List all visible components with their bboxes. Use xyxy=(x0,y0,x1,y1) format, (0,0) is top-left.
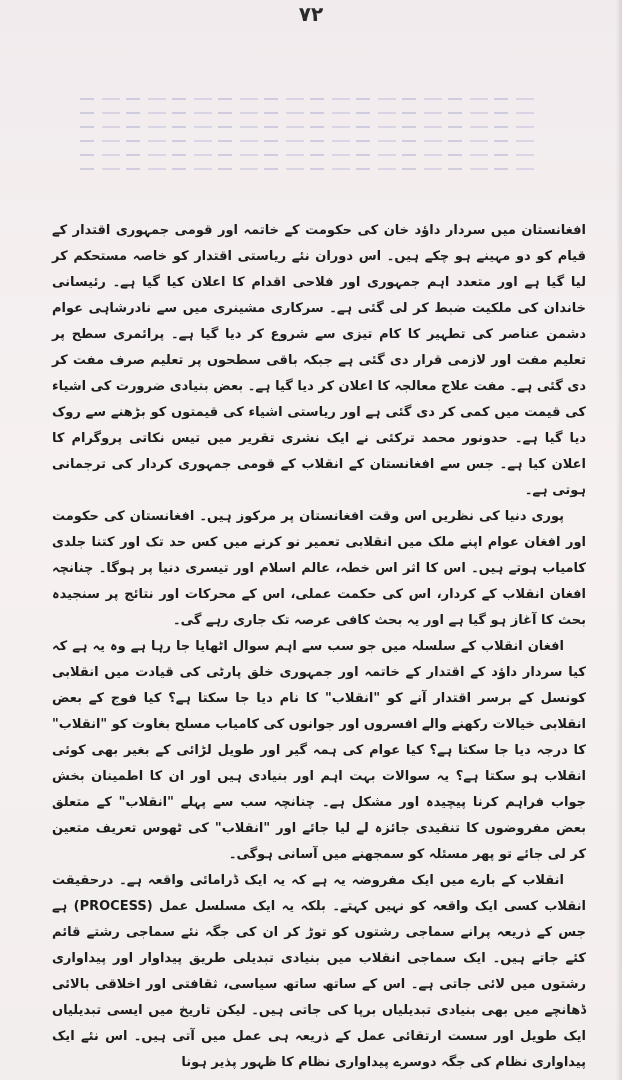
ghost-line xyxy=(80,140,540,142)
ghost-line xyxy=(80,126,540,128)
bleed-through-ghost-text xyxy=(80,86,540,196)
paragraph: انقلاب کے بارے میں ایک مفروضہ یہ ہے کہ یہ ایک ڈرامائی واقعہ ہے۔ درحقیقت انقلاب کسی ایک واقعہ کو نہیں کہتے۔ بلکہ یہ ایک مسلسل عمل (PROCESS) ہے جس کے ذریعہ پرانے سماجی رشتوں کو توڑ کر ان کی جگہ نئے سماجی رشتے قائم کئے جاتے ہیں۔ ایک سماجی انقلاب میں بنیادی تبدیلی طریق پیداوار اور پیداواری رشتوں میں لائی جاتی ہے۔ اس کے ساتھ ساتھ سیاسی، ثقافتی اور اخلاقی بالائی ڈھانچے میں بھی بنیادی تبدیلیاں برپا کی جاتی ہیں۔ لیکن تاریخ میں ایسی تبدیلیاں ایک طویل اور سست ارتقائی عمل کے ذریعہ ہی عمل میں آتی ہیں۔ اس نئے ایک پیداواری نظام کی جگہ دوسرے پیداواری نظام کا ظہور پذیر ہونا xyxy=(52,873,586,1070)
body-text xyxy=(52,218,586,1070)
ghost-line xyxy=(80,98,540,100)
ghost-line xyxy=(80,154,540,156)
ghost-line xyxy=(80,112,540,114)
paragraph: افغانستان میں سردار داؤد خان کی حکومت کے خاتمہ اور قومی جمہوری اقتدار کے قیام کو دو مہینے ہو چکے ہیں۔ اس دوران نئے ریاستی اقتدار کو خاصہ مستحکم کر لیا گیا ہے اور متعدد اہم جمہوری اور فلاحی اقدام کا اعلان کیا گیا ہے۔ رئیسانی خاندان کی ملکیت ضبط کر لی گئی ہے۔ سرکاری مشینری میں سے نادرشاہی عوام دشمن عناصر کی تطہیر کا کام تیزی سے شروع کر دیا گیا ہے۔ پرائمری سطح پر تعلیم مفت اور لازمی قرار دی گئی ہے جبکہ باقی سطحوں پر تعلیم صرف مفت کر دی گئی ہے۔ مفت علاج معالجہ کا اعلان کر دیا گیا ہے۔ بعض بنیادی ضرورت کی اشیاء کی قیمت میں کمی کر دی گئی ہے اور ریاستی اشیاء کی قیمتوں کو بڑھنے سے روک دیا گیا ہے۔ حدونور محمد ترکئی نے ایک نشری تقریر میں تیس نکاتی پروگرام کا اعلان کیا ہے۔ جس سے افغانستان کے انقلاب کے قومی جمہوری کردار کی ترجمانی ہوتی ہے۔ xyxy=(52,223,586,498)
paragraph: افغان انقلاب کے سلسلہ میں جو سب سے اہم سوال اٹھایا جا رہا ہے وہ یہ ہے کہ کیا سردار داؤد کے اقتدار کے خاتمہ اور جمہوری خلق پارٹی کی قیادت میں انقلابی کونسل کے برسر اقتدار آنے کو "انقلاب" کا نام دیا جا سکتا ہے؟ کیا فوج کے بعض انقلابی خیالات رکھنے والے افسروں اور جوانوں کی کامیاب مسلح بغاوت کو "انقلاب" کا درجہ دیا جا سکتا ہے؟ کیا عوام کی ہمہ گیر اور طویل لڑائی کے بغیر بھی کوئی انقلاب ہو سکتا ہے؟ یہ سوالات بہت اہم اور بنیادی ہیں اور ان کا اطمینان بخش جواب فراہم کرنا پیچیدہ اور مشکل ہے۔ چنانچہ سب سے پہلے "انقلاب" کے متعلق بعض مفروضوں کا تنقیدی جائزہ لے لیا جائے اور "انقلاب" کی ٹھوس تعریف متعین کر لی جائے تو پھر مسئلہ کو سمجھنے میں آسانی ہوگی۔ xyxy=(52,639,586,862)
page-number: ۷۲ xyxy=(298,2,324,26)
paragraph: پوری دنیا کی نظریں اس وقت افغانستان پر مرکوز ہیں۔ افغانستان کی حکومت اور افغان عوام اپنے ملک میں انقلابی تعمیر نو کرنے میں کس حد تک اور کتنا جلدی کامیاب ہوتے ہیں۔ اس کا اثر اس خطہ، عالم اسلام اور تیسری دنیا پر ہوگا۔ چنانچہ افغان انقلاب کے کردار، اس کی حکمت عملی، اس کے محرکات اور نتائج پر سنجیدہ بحث کا آغاز ہو گیا ہے اور یہ بحث کافی عرصہ تک جاری رہے گی۔ xyxy=(52,509,586,628)
scan-edge-shadow xyxy=(616,0,622,1080)
ghost-line xyxy=(80,168,540,170)
